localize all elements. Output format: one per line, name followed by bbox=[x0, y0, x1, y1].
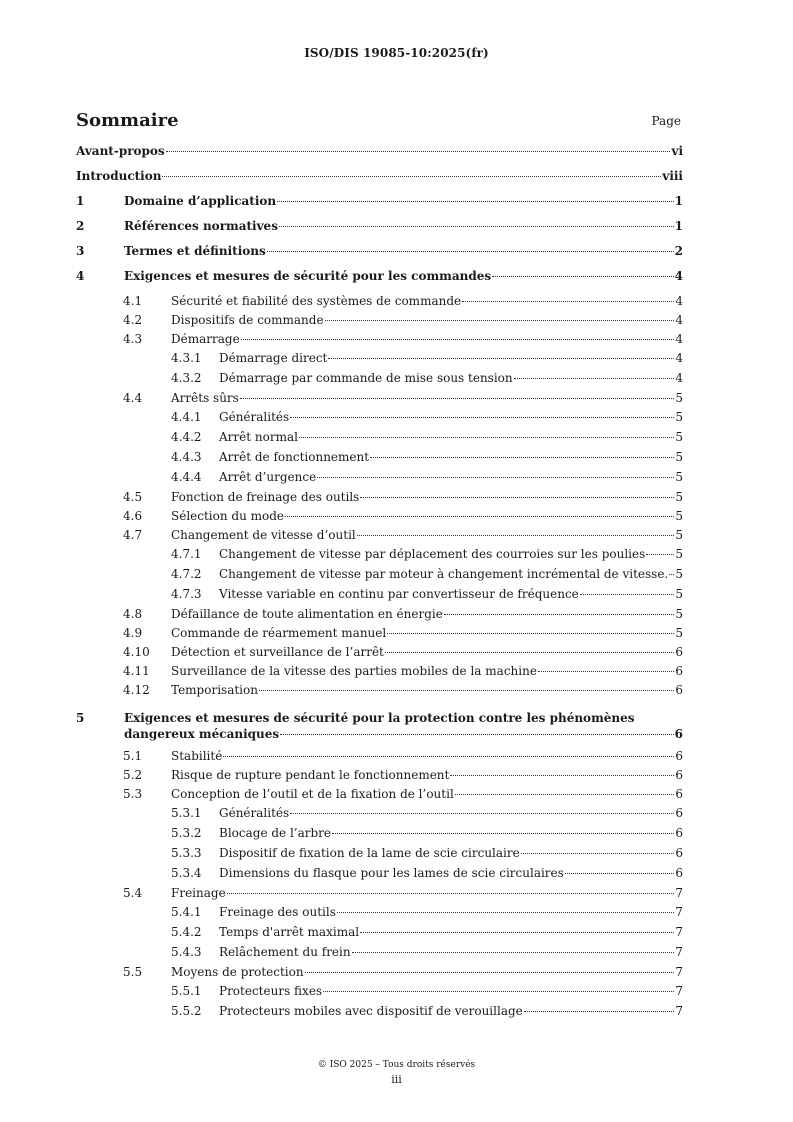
dot-leader bbox=[227, 893, 675, 894]
dot-leader bbox=[285, 516, 674, 517]
toc-entry-number: 4.5 bbox=[123, 490, 143, 504]
toc-entry-title: Changement de vitesse par déplacement des courroies sur les poulies bbox=[219, 547, 646, 561]
toc-entry-title: Exigences et mesures de sécurité pour les commandes bbox=[124, 269, 492, 283]
dot-leader bbox=[352, 952, 675, 953]
dot-leader bbox=[462, 301, 674, 302]
toc-entry-page: 5 bbox=[675, 587, 683, 601]
toc-entry[interactable] bbox=[76, 664, 683, 683]
toc-entry-title: Conception de l’outil et de la fixation de l’outil bbox=[171, 787, 454, 801]
dot-leader bbox=[323, 991, 674, 992]
toc-entry[interactable] bbox=[76, 965, 683, 984]
toc-entry-number: 4.8 bbox=[123, 607, 143, 621]
toc-entry[interactable] bbox=[76, 470, 683, 490]
toc-entry[interactable] bbox=[76, 450, 683, 470]
toc-entry-page: 6 bbox=[675, 866, 683, 880]
toc-entry-page: 6 bbox=[675, 806, 683, 820]
toc-entry-number: 4.3 bbox=[123, 332, 143, 346]
toc-entry-number: 4.1 bbox=[123, 294, 143, 308]
toc-entry[interactable] bbox=[76, 509, 683, 528]
toc-entry-number: 5.1 bbox=[123, 749, 143, 763]
toc-entry[interactable] bbox=[76, 371, 683, 391]
toc-entry[interactable] bbox=[76, 645, 683, 664]
toc-entry[interactable] bbox=[76, 607, 683, 626]
toc-entry-number: 2 bbox=[76, 219, 85, 233]
toc-entry-title: Exigences et mesures de sécurité pour la protection contre les phénomènes bbox=[124, 711, 635, 725]
toc-entry[interactable] bbox=[76, 945, 683, 965]
page-column-label: Page bbox=[651, 114, 681, 128]
toc-entry[interactable] bbox=[76, 984, 683, 1004]
toc-entry[interactable] bbox=[76, 169, 683, 194]
dot-leader bbox=[387, 633, 674, 634]
dot-leader bbox=[332, 833, 674, 834]
toc-entry-title: Domaine d’application bbox=[124, 194, 277, 208]
dot-leader bbox=[580, 594, 675, 595]
toc-entry-title: Changement de vitesse d’outil bbox=[171, 528, 356, 542]
toc-entry-page: 6 bbox=[675, 826, 683, 840]
toc-entry-page: 5 bbox=[675, 490, 683, 504]
toc-entry-page: 7 bbox=[675, 984, 683, 998]
toc-entry-title: Références normatives bbox=[124, 219, 278, 233]
toc-entry-number: 4.2 bbox=[123, 313, 143, 327]
toc-entry-title: Sécurité et fiabilité des systèmes de commande bbox=[171, 294, 462, 308]
dot-leader bbox=[514, 378, 675, 379]
toc-entry-page: 6 bbox=[675, 768, 683, 782]
toc-entry-number: 5.4.3 bbox=[171, 945, 202, 959]
dot-leader bbox=[166, 151, 671, 152]
toc-entry-number: 4.7.1 bbox=[171, 547, 202, 561]
toc-entry-page: 6 bbox=[675, 787, 683, 801]
toc-entry[interactable] bbox=[76, 787, 683, 806]
dot-leader bbox=[325, 320, 675, 321]
toc-entry-title: Protecteurs fixes bbox=[219, 984, 323, 998]
toc-entry-title: Protecteurs mobiles avec dispositif de verouillage bbox=[219, 1004, 523, 1018]
dot-leader bbox=[538, 671, 674, 672]
dot-leader bbox=[267, 251, 674, 252]
page-footer bbox=[0, 1060, 793, 1086]
toc-entry-number: 4.4.4 bbox=[171, 470, 202, 484]
toc-entry-number: 1 bbox=[76, 194, 85, 208]
toc-entry-page: 5 bbox=[675, 450, 683, 464]
dot-leader bbox=[450, 775, 674, 776]
dot-leader bbox=[277, 201, 674, 202]
toc-entry[interactable] bbox=[76, 294, 683, 313]
dot-leader bbox=[669, 574, 674, 575]
toc-entry-page: 4 bbox=[674, 269, 683, 283]
toc-entry-number: 5.4.2 bbox=[171, 925, 202, 939]
dot-leader bbox=[240, 398, 675, 399]
dot-leader bbox=[521, 853, 675, 854]
toc-entry-number: 4.6 bbox=[123, 509, 143, 523]
dot-leader bbox=[241, 339, 675, 340]
toc-entry-title: Arrêt normal bbox=[219, 430, 298, 444]
toc-entry-title: Défaillance de toute alimentation en énergie bbox=[171, 607, 443, 621]
copyright-notice: © ISO 2025 – Tous droits réservés bbox=[317, 1060, 476, 1070]
toc-entry-page: 4 bbox=[675, 332, 683, 346]
toc-entry-title: Freinage des outils bbox=[219, 905, 336, 919]
toc-entry-title: Dispositifs de commande bbox=[171, 313, 324, 327]
dot-leader bbox=[290, 417, 674, 418]
toc-entry-title: Temps d'arrêt maximal bbox=[219, 925, 360, 939]
toc-entry-title: Introduction bbox=[76, 169, 162, 183]
toc-entry-page: 6 bbox=[675, 664, 683, 678]
toc-entry-title: Démarrage bbox=[171, 332, 240, 346]
toc-entry-page: 5 bbox=[675, 430, 683, 444]
toc-entry-number: 5.5 bbox=[123, 965, 143, 979]
toc-entry-title: Moyens de protection bbox=[171, 965, 304, 979]
toc-entry[interactable] bbox=[76, 332, 683, 351]
table-of-contents bbox=[76, 144, 683, 1024]
dot-leader bbox=[385, 652, 674, 653]
toc-entry[interactable] bbox=[76, 144, 683, 169]
toc-entry-title: Vitesse variable en continu par convertisseur de fréquence bbox=[219, 587, 579, 601]
toc-entry[interactable] bbox=[76, 768, 683, 787]
dot-leader bbox=[360, 932, 674, 933]
toc-entry-title: Fonction de freinage des outils bbox=[171, 490, 360, 504]
toc-entry[interactable] bbox=[76, 194, 683, 219]
toc-entry[interactable] bbox=[76, 826, 683, 846]
toc-entry-number: 4.3.2 bbox=[171, 371, 202, 385]
toc-entry-number: 5.3 bbox=[123, 787, 143, 801]
toc-entry-page: 2 bbox=[674, 244, 683, 258]
toc-entry-number: 4.9 bbox=[123, 626, 143, 640]
toc-entry-page: 5 bbox=[675, 607, 683, 621]
toc-entry-number: 5.4.1 bbox=[171, 905, 202, 919]
toc-entry[interactable] bbox=[76, 846, 683, 866]
toc-entry-title: Dimensions du flasque pour les lames de scie circulaires bbox=[219, 866, 564, 880]
toc-entry[interactable] bbox=[76, 490, 683, 509]
toc-entry-number: 5 bbox=[76, 711, 85, 725]
toc-entry-title: Démarrage direct bbox=[219, 351, 328, 365]
toc-entry[interactable] bbox=[76, 806, 683, 826]
toc-entry-number: 5.3.2 bbox=[171, 826, 202, 840]
toc-entry[interactable] bbox=[76, 683, 683, 702]
toc-entry-number: 5.3.4 bbox=[171, 866, 202, 880]
dot-leader bbox=[357, 535, 675, 536]
toc-entry-title: dangereux mécaniques bbox=[124, 727, 280, 741]
toc-entry-title: Blocage de l’arbre bbox=[219, 826, 332, 840]
toc-entry-page: 7 bbox=[675, 965, 683, 979]
toc-entry-title: Temporisation bbox=[171, 683, 258, 697]
toc-entry-page: viii bbox=[662, 169, 683, 183]
toc-entry-page: 1 bbox=[674, 219, 683, 233]
toc-entry-page: 5 bbox=[675, 391, 683, 405]
toc-entry-title: Avant-propos bbox=[76, 144, 165, 158]
toc-entry-number: 5.4 bbox=[123, 886, 143, 900]
toc-entry-page: 4 bbox=[675, 313, 683, 327]
dot-leader bbox=[259, 690, 674, 691]
dot-leader bbox=[290, 813, 674, 814]
dot-leader bbox=[370, 457, 674, 458]
toc-entry-page: 6 bbox=[675, 645, 683, 659]
toc-entry-number: 4.3.1 bbox=[171, 351, 202, 365]
toc-entry-number: 4.12 bbox=[123, 683, 150, 697]
toc-entry-number: 4.4 bbox=[123, 391, 143, 405]
toc-entry-title: Arrêt d’urgence bbox=[219, 470, 317, 484]
dot-leader bbox=[360, 497, 674, 498]
dot-leader bbox=[492, 276, 674, 277]
toc-entry-page: 5 bbox=[675, 528, 683, 542]
toc-entry-page: 5 bbox=[675, 567, 683, 581]
toc-entry-page: 6 bbox=[675, 846, 683, 860]
toc-entry-page: 6 bbox=[675, 683, 683, 697]
dot-leader bbox=[317, 477, 674, 478]
toc-entry[interactable] bbox=[76, 313, 683, 332]
dot-leader bbox=[223, 756, 674, 757]
toc-entry-title: Généralités bbox=[219, 410, 290, 424]
toc-entry-number: 5.5.2 bbox=[171, 1004, 202, 1018]
toc-entry[interactable] bbox=[76, 702, 683, 749]
toc-entry[interactable] bbox=[76, 626, 683, 645]
toc-entry-title: Risque de rupture pendant le fonctionnement bbox=[171, 768, 450, 782]
toc-entry-number: 5.5.1 bbox=[171, 984, 202, 998]
toc-entry-page: 7 bbox=[675, 945, 683, 959]
toc-entry-number: 3 bbox=[76, 244, 85, 258]
toc-entry-title: Sélection du mode bbox=[171, 509, 285, 523]
toc-entry-page: 7 bbox=[675, 886, 683, 900]
toc-entry-page: 6 bbox=[674, 727, 683, 741]
toc-entry[interactable] bbox=[76, 410, 683, 430]
toc-entry[interactable] bbox=[76, 430, 683, 450]
toc-entry-title: Freinage bbox=[171, 886, 226, 900]
toc-entry[interactable] bbox=[76, 351, 683, 371]
dot-leader bbox=[337, 912, 675, 913]
toc-title: Sommaire bbox=[76, 110, 179, 131]
toc-entry-number: 4.4.3 bbox=[171, 450, 202, 464]
toc-entry-page: vi bbox=[671, 144, 683, 158]
toc-entry[interactable] bbox=[76, 547, 683, 567]
toc-entry[interactable] bbox=[76, 905, 683, 925]
dot-leader bbox=[455, 794, 675, 795]
toc-entry-number: 4.7.3 bbox=[171, 587, 202, 601]
toc-entry-page: 4 bbox=[675, 351, 683, 365]
toc-entry[interactable] bbox=[76, 567, 683, 587]
page-number: iii bbox=[391, 1073, 402, 1086]
toc-entry-number: 4.10 bbox=[123, 645, 150, 659]
toc-entry-page: 5 bbox=[675, 509, 683, 523]
toc-entry-title-line2 bbox=[76, 727, 683, 749]
toc-entry-number: 4.4.2 bbox=[171, 430, 202, 444]
toc-entry-title: Changement de vitesse par moteur à changement incrémental de vitesse. bbox=[219, 567, 669, 581]
toc-entry-page: 5 bbox=[675, 410, 683, 424]
toc-entry-page: 7 bbox=[675, 925, 683, 939]
toc-entry-title: Commande de réarmement manuel bbox=[171, 626, 387, 640]
toc-entry-number: 4 bbox=[76, 269, 85, 283]
toc-entry-title: Stabilité bbox=[171, 749, 223, 763]
toc-entry-title: Dispositif de fixation de la lame de scie circulaire bbox=[219, 846, 520, 860]
toc-entry-title: Généralités bbox=[219, 806, 290, 820]
dot-leader bbox=[299, 437, 674, 438]
toc-entry-title: Relâchement du frein bbox=[219, 945, 351, 959]
toc-entry-number: 4.7 bbox=[123, 528, 143, 542]
toc-entry[interactable] bbox=[76, 244, 683, 269]
toc-entry-title-line1 bbox=[76, 710, 683, 727]
toc-entry-page: 7 bbox=[675, 1004, 683, 1018]
dot-leader bbox=[162, 176, 661, 177]
toc-entry-number: 5.3.3 bbox=[171, 846, 202, 860]
toc-entry-page: 5 bbox=[675, 470, 683, 484]
dot-leader bbox=[524, 1011, 675, 1012]
toc-entry-number: 5.3.1 bbox=[171, 806, 202, 820]
toc-entry[interactable] bbox=[76, 886, 683, 905]
toc-entry[interactable] bbox=[76, 269, 683, 294]
toc-entry-page: 5 bbox=[675, 626, 683, 640]
toc-entry[interactable] bbox=[76, 219, 683, 244]
toc-entry-title: Démarrage par commande de mise sous tension bbox=[219, 371, 513, 385]
toc-entry-title: Arrêt de fonctionnement bbox=[219, 450, 370, 464]
toc-entry[interactable] bbox=[76, 1004, 683, 1024]
document-header: ISO/DIS 19085-10:2025(fr) bbox=[304, 46, 489, 60]
dot-leader bbox=[280, 734, 674, 735]
toc-entry-title: Termes et définitions bbox=[124, 244, 266, 258]
dot-leader bbox=[565, 873, 675, 874]
toc-entry-page: 4 bbox=[675, 371, 683, 385]
toc-entry[interactable] bbox=[76, 866, 683, 886]
dot-leader bbox=[279, 226, 674, 227]
toc-entry-page: 7 bbox=[675, 905, 683, 919]
toc-entry-title: Surveillance de la vitesse des parties mobiles de la machine bbox=[171, 664, 537, 678]
dot-leader bbox=[328, 358, 674, 359]
toc-entry-page: 6 bbox=[675, 749, 683, 763]
toc-entry-title: Détection et surveillance de l’arrêt bbox=[171, 645, 384, 659]
toc-entry[interactable] bbox=[76, 749, 683, 768]
toc-entry[interactable] bbox=[76, 925, 683, 945]
dot-leader bbox=[444, 614, 675, 615]
toc-entry-page: 1 bbox=[674, 194, 683, 208]
dot-leader bbox=[646, 554, 674, 555]
toc-entry[interactable] bbox=[76, 391, 683, 410]
dot-leader bbox=[305, 972, 675, 973]
toc-entry-page: 5 bbox=[675, 547, 683, 561]
toc-entry[interactable] bbox=[76, 528, 683, 547]
toc-entry-number: 4.11 bbox=[123, 664, 150, 678]
toc-entry-number: 4.4.1 bbox=[171, 410, 202, 424]
toc-entry[interactable] bbox=[76, 587, 683, 607]
toc-entry-title: Arrêts sûrs bbox=[171, 391, 239, 405]
toc-entry-page: 4 bbox=[675, 294, 683, 308]
toc-entry-number: 5.2 bbox=[123, 768, 143, 782]
toc-entry-number: 4.7.2 bbox=[171, 567, 202, 581]
